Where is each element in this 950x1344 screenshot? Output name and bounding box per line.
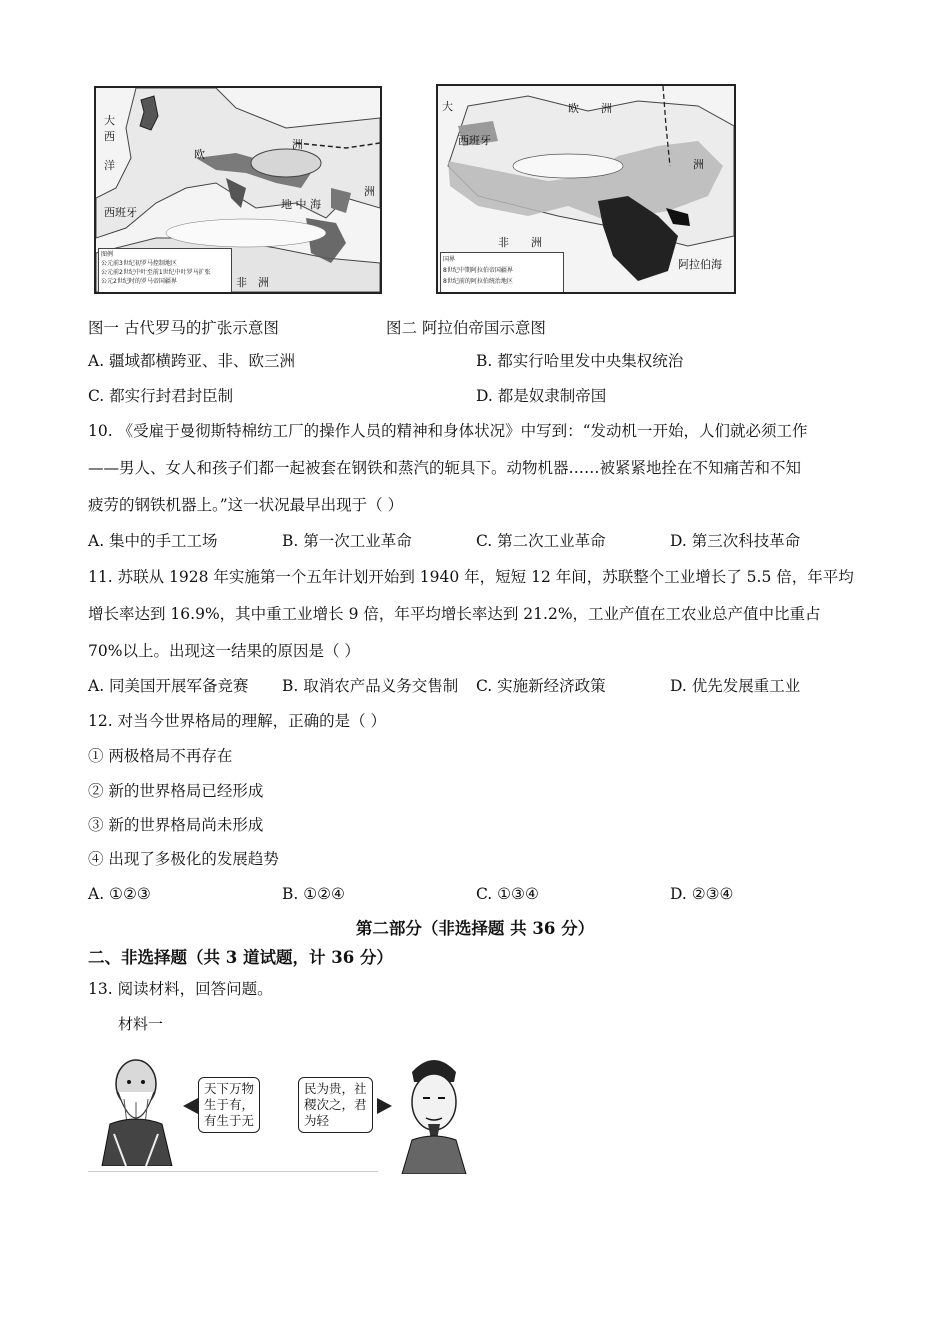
q11-option-a[interactable]: A. 同美国开展军备竞赛 [88, 677, 249, 695]
q11-option-b[interactable]: B. 取消农产品义务交售制 [282, 677, 459, 695]
map1-caption: 图一 古代罗马的扩张示意图 [88, 319, 279, 337]
map1-label-sea: 地 中 海 [281, 198, 321, 211]
q12-item-1: ① 两极格局不再存在 [88, 747, 233, 765]
q10-option-c[interactable]: C. 第二次工业革命 [476, 532, 606, 550]
q10-option-a[interactable]: A. 集中的手工工场 [88, 532, 218, 550]
map1-label-asia: 洲 [292, 138, 303, 151]
q10-stem-line3: 疲劳的钢铁机器上。”这一状况最早出现于（ ） [88, 496, 404, 514]
q10-stem-line2: ——男人、女人和孩子们都一起被套在钢铁和蒸汽的轭具下。动物机器……被紧紧地拴在不知痛苦和不知 [88, 459, 802, 477]
map2-label-europe: 欧 洲 [568, 102, 612, 115]
map1-label-europe: 欧 [194, 148, 205, 161]
map1-legend: 图例 公元前3世纪初罗马控制地区 公元前2世纪中叶至前1世纪中叶罗马扩张 公元2世纪时的罗马帝国疆界 [98, 248, 232, 294]
map2-caption: 图二 阿拉伯帝国示意图 [386, 319, 546, 337]
map1-label-atlantic: 大 西 洋 [104, 114, 115, 172]
q11-stem-line3: 70%以上。出现这一结果的原因是（ ） [88, 642, 360, 660]
laozi-portrait [96, 1054, 176, 1166]
q13-stem: 13. 阅读材料，回答问题。 [88, 980, 273, 998]
laozi-bubble-tail-icon [183, 1098, 198, 1114]
q10-option-d[interactable]: D. 第三次科技革命 [670, 532, 801, 550]
map1-label-africa: 非 洲 [236, 276, 269, 289]
map-arab-empire [436, 84, 736, 294]
q12-item-2: ② 新的世界格局已经形成 [88, 782, 264, 800]
q9-option-b[interactable]: B. 都实行哈里发中央集权统治 [476, 352, 684, 370]
laozi-speech-bubble: 天下万物 生于有， 有生于无 [198, 1077, 260, 1133]
map2-label-atlantic: 大 [442, 100, 453, 113]
q12-stem: 12. 对当今世界格局的理解，正确的是（ ） [88, 712, 387, 730]
map-ancient-rome-expansion [94, 86, 382, 294]
mencius-bubble-tail-icon [377, 1098, 392, 1114]
map2-label-arabia: 阿拉伯海 [678, 258, 722, 271]
mencius-speech-bubble: 民为贵，社 稷次之，君 为轻 [298, 1077, 373, 1133]
q9-option-c[interactable]: C. 都实行封君封臣制 [88, 387, 234, 405]
part2-title: 第二部分（非选择题 共 36 分） [355, 919, 595, 938]
q12-item-3: ③ 新的世界格局尚未形成 [88, 816, 264, 834]
map2-label-africa: 非 洲 [498, 236, 542, 249]
q12-option-a[interactable]: A. ①②③ [88, 885, 151, 903]
q11-option-c[interactable]: C. 实施新经济政策 [476, 677, 606, 695]
q11-option-d[interactable]: D. 优先发展重工业 [670, 677, 801, 695]
map2-legend: 国界 8世纪中期阿拉伯帝国疆界 8世纪前的阿拉伯统治地区 [440, 252, 564, 294]
q11-stem-line1: 11. 苏联从 1928 年实施第一个五年计划开始到 1940 年，短短 12 年间，苏联整个工业增长了 5.5 倍，年平均 [88, 568, 854, 586]
q12-item-4: ④ 出现了多极化的发展趋势 [88, 850, 279, 868]
map1-label-spain: 西班牙 [104, 206, 137, 219]
mencius-portrait [394, 1050, 474, 1174]
q12-option-b[interactable]: B. ①②④ [282, 885, 345, 903]
q11-stem-line2: 增长率达到 16.9%，其中重工业增长 9 倍，年平均增长率达到 21.2%，工业产值在工农业总产值中比重占 [88, 605, 821, 623]
q12-option-c[interactable]: C. ①③④ [476, 885, 539, 903]
q10-stem-line1: 10. 《受雇于曼彻斯特棉纺工厂的操作人员的精神和身体状况》中写到：“发动机一开始，人们就必须工作 [88, 422, 808, 440]
map2-label-asia: 洲 [693, 158, 704, 171]
q10-option-b[interactable]: B. 第一次工业革命 [282, 532, 412, 550]
section-heading: 二、非选择题（共 3 道试题，计 36 分） [88, 948, 393, 967]
divider [88, 1171, 378, 1172]
q9-option-d[interactable]: D. 都是奴隶制帝国 [476, 387, 607, 405]
map1-label-zhou: 洲 [364, 185, 375, 198]
material-1-label: 材料一 [118, 1015, 164, 1033]
q12-option-d[interactable]: D. ②③④ [670, 885, 734, 903]
map2-label-spain: 西班牙 [458, 134, 491, 147]
q9-option-a[interactable]: A. 疆域都横跨亚、非、欧三洲 [88, 352, 296, 370]
